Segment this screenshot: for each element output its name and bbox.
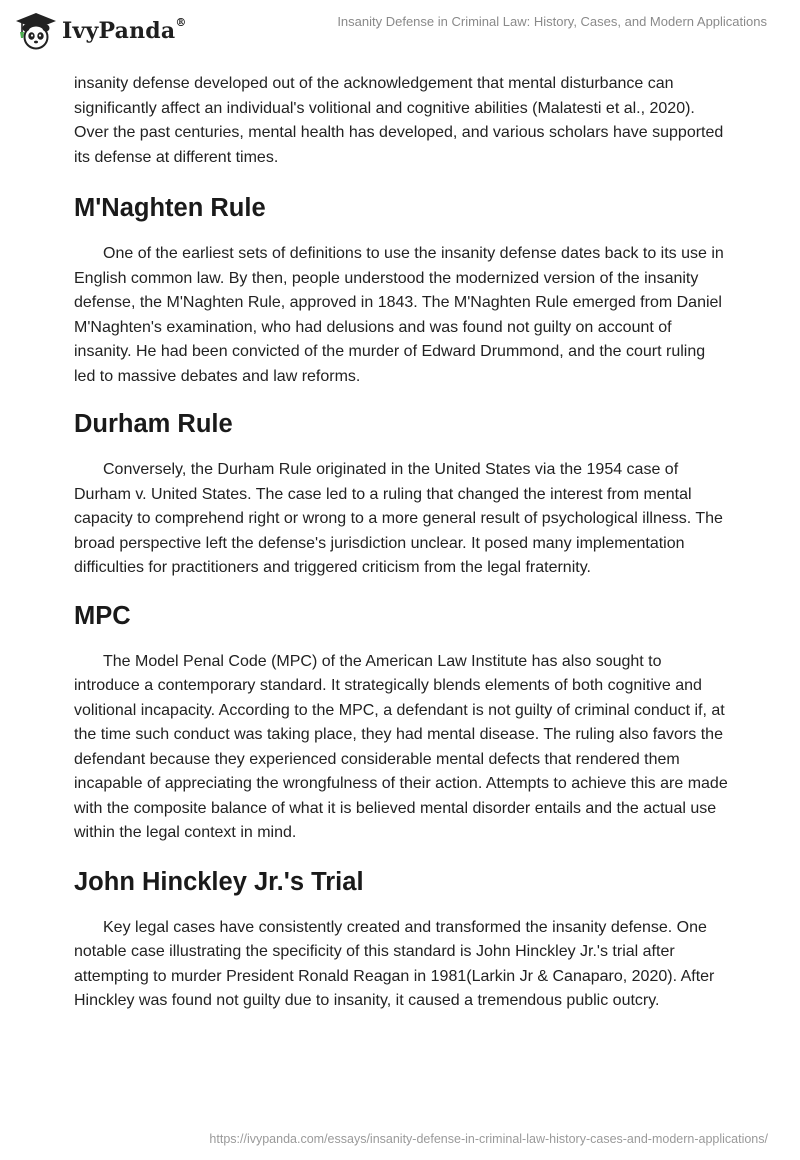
panda-graduate-icon bbox=[14, 12, 58, 50]
page-header bbox=[0, 0, 800, 62]
ivypanda-logo[interactable] bbox=[14, 12, 187, 50]
section-paragraph: The Model Penal Code (MPC) of the American Law Institute has also sought to introduce a contemporary standard. It strategically blends elements of both cognitive and volitional incapacity. According to the MPC, a defendant is not guilty of criminal conduct if, at the time such conduct was taking place, they had mental disease. The ruling also favors the defendant because they experienced considerable mental defects that rendered them incapable of appreciating the wrongfulness of their action. Attempts to achieve this are made with the composite balance of what it is believed mental disorder entails and the actual use within the legal context in mind. bbox=[74, 652, 728, 841]
essay-body bbox=[74, 72, 729, 1014]
logo-wordmark: IvyPanda® bbox=[62, 16, 187, 44]
intro-paragraph: insanity defense developed out of the acknowledgement that mental disturbance can significantly affect an individual's volitional and cognitive abilities (Malatesti et al., 2020). Over the past centuries, mental health has developed, and various scholars have supported its defense at different times. bbox=[74, 75, 724, 166]
source-url[interactable]: https://ivypanda.com/essays/insanity-defense-in-criminal-law-history-cases-and-modern-applications/ bbox=[209, 1132, 768, 1146]
section-paragraph: Key legal cases have consistently created and transformed the insanity defense. One notable case illustrating the specificity of this standard is John Hinckley Jr.'s trial after attempting to murder President Ronald Reagan in 1981(Larkin Jr & Canaparo, 2020). After Hinckley was found not guilty due to insanity, it caused a tremendous public outcry. bbox=[74, 918, 715, 1009]
document-title: Insanity Defense in Criminal Law: History, Cases, and Modern Applications bbox=[337, 14, 767, 29]
section-paragraph: Conversely, the Durham Rule originated in the United States via the 1954 case of Durham v. United States. The case led to a ruling that changed the interest from mental capacity to comprehend right or wrong to a more general result of psychological illness. The broad perspective left the defense's jurisdiction unclear. It posed many implementation difficulties for practitioners and triggered criticism from the legal fraternity. bbox=[74, 461, 723, 576]
section-heading: MPC bbox=[74, 601, 131, 630]
section-heading: Durham Rule bbox=[74, 410, 233, 438]
section-heading: M'Naghten Rule bbox=[74, 194, 266, 222]
section-heading: John Hinckley Jr.'s Trial bbox=[74, 867, 364, 896]
section-paragraph: One of the earliest sets of definitions to use the insanity defense dates back to its use in English common law. By then, people understood the modernized version of the insanity defense, the M'Naghten Rule, approved in 1843. The M'Naghten Rule emerged from Daniel M'Naghten's examination, who had delusions and was found not guilty on account of insanity. He had been convicted of the murder of Edward Drummond, and the court ruling led to massive debates and law reforms. bbox=[74, 245, 724, 385]
